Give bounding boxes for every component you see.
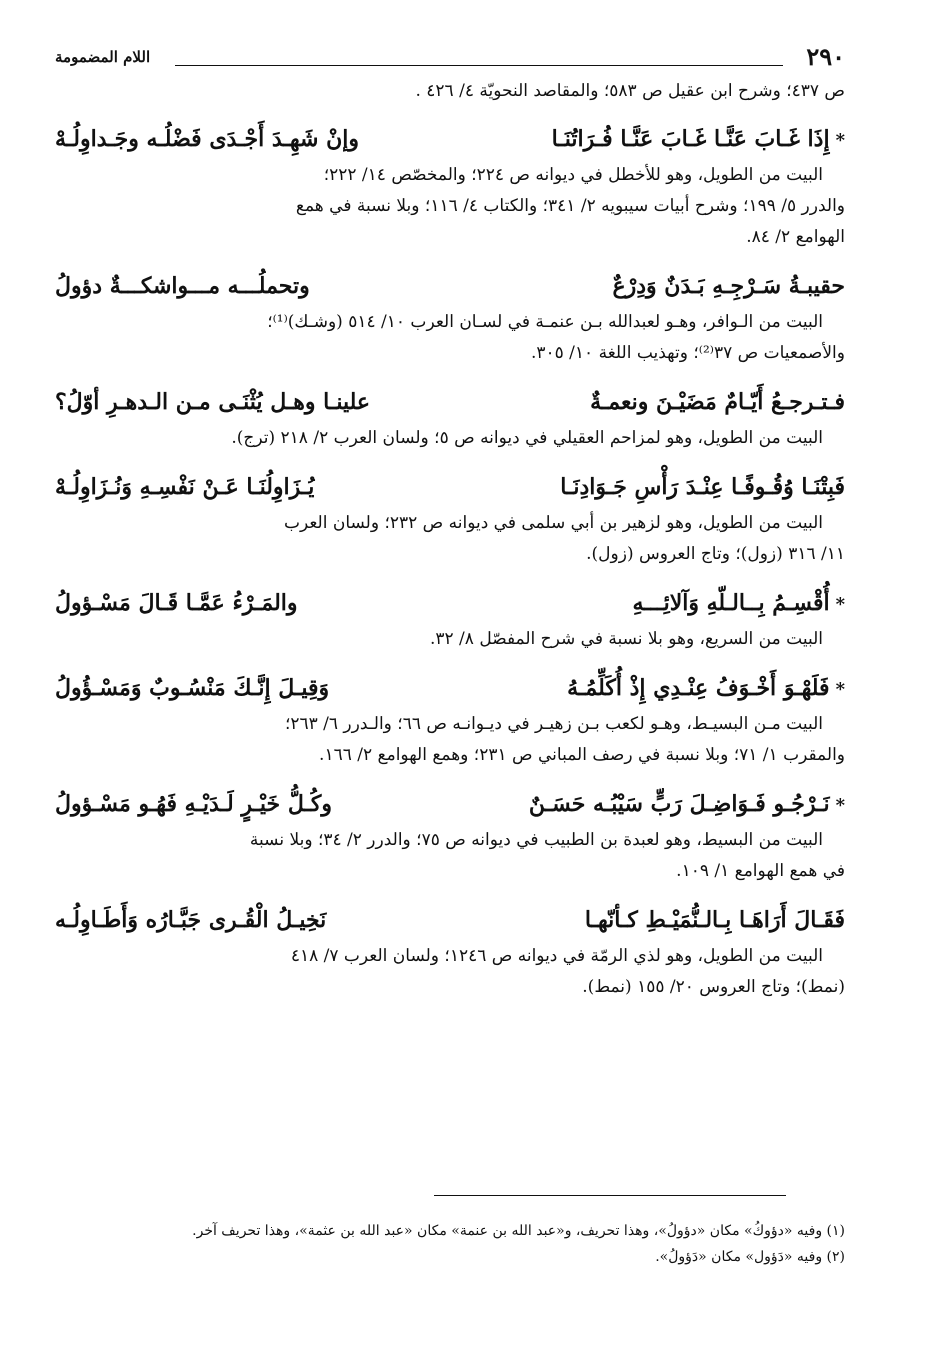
verse-line [55, 785, 845, 823]
verse-first-hemistich [585, 901, 845, 939]
verse-line [55, 901, 845, 939]
verse-first-hemistich [632, 584, 845, 624]
source-line: والأصمعيات ص ٣٧⁽²⁾؛ وتهذيب اللغة ١٠/ ٣٠٥. [530, 343, 845, 363]
hemistich-text: حقيبـةُ سَـرْجِـهِ بَـدَنٌ وَدِرْعٌ [612, 273, 845, 299]
verse-source-note [55, 941, 845, 1003]
hemistich-text: إِذَا غَـابَ عَنَّـا غَـابَ عَنَّـا فُـرَاتُنَـا [551, 126, 830, 152]
source-line: (نمط)؛ وتاج العروس ٢٠/ ١٥٥ (نمط). [582, 977, 845, 997]
source-line: الهوامع ٢/ ٨٤. [746, 227, 845, 247]
header-rule [175, 65, 783, 66]
verse-second-hemistich: وَقِيـلَ إِنَّـكَ مَنْسُـوبٌ وَمَسْـؤُولُ [55, 675, 330, 701]
verse-source-note [55, 423, 845, 454]
page-body [55, 40, 845, 1003]
verse-first-hemistich [529, 785, 845, 825]
source-line: البيت من البسيط، وهو لعبدة بن الطبيب في ديوانه ص ٧٥؛ والدرر ٢/ ٣٤؛ وبلا نسبة [249, 830, 823, 850]
verse-line [55, 383, 845, 421]
source-line: البيت مـن البسيـط، وهـو لكعب بـن زهيـر في ديـوانـه ص ٦٦؛ والـدرر ٦/ ٢٦٣؛ [284, 714, 823, 734]
source-line: البيت من الطويل، وهو لمزاحم العقيلي في ديوانه ص ٥؛ ولسان العرب ٢/ ٢١٨ (ترج). [231, 428, 823, 448]
verse-line [55, 267, 845, 305]
verse-first-hemistich [612, 267, 845, 305]
verse-source-note [55, 825, 845, 887]
chapter-title: اللام المضمومة [55, 48, 151, 66]
hemistich-text: نَـرْجُـو فَـوَاضِـلَ رَبٍّ سَيْبُـه حَسَـنٌ [528, 791, 830, 817]
verse-source-note [55, 307, 845, 369]
source-line: البيت من الـوافر، وهـو لعبدالله بـن عنمـة في لسـان العرب ١٠/ ٥١٤ (وشـك)⁽¹⁾؛ [267, 312, 823, 332]
verse-second-hemistich: وتحملُـــه مـــواشكـــةٌ دؤولُ [55, 273, 310, 299]
footnote-1: (١) وفيه «دؤوكُ» مكان «دؤولُ»، وهذا تحريف، و«عبد الله بن عنمة» مكان «عبد الله بن عثمة»، وهذا تحريف آخر. [192, 1223, 845, 1239]
running-header [55, 40, 845, 74]
star-marker: * [835, 130, 845, 151]
verse-second-hemistich: وإنْ شَهِـدَ أَجْـدَى فَضْلُـه وجَـداوِلُـهْ [55, 126, 360, 152]
verse-entries [55, 120, 845, 1003]
verse-source-note [55, 709, 845, 771]
verse-source-note [55, 508, 845, 570]
footnote-2: (٢) وفيه «دَؤول» مكان «دَؤولُ». [655, 1249, 845, 1265]
verse-line [55, 669, 845, 707]
source-line: في همع الهوامع ١/ ١٠٩. [676, 861, 845, 881]
hemistich-text: فَقَـالَ أَرَاهَـا بِـالـنُّمَيْـطِ كـأنّهـا [584, 907, 845, 933]
star-marker: * [835, 594, 845, 615]
hemistich-text: فـتـرجـعُ أَيّـامٌ مَضَيْـنَ ونعمـةٌ [590, 389, 845, 415]
source-line: البيت من الطويل، وهو لذي الرمّة في ديوانه ص ١٢٤٦؛ ولسان العرب ٧/ ٤١٨ [290, 946, 823, 966]
verse-second-hemistich: نَخِيـلُ الْقُـرى جَبَّـارُه وَأَطَـاوِلُـه [55, 907, 327, 933]
verse-first-hemistich [560, 468, 845, 506]
intro-line: ص ٤٣٧؛ وشرح ابن عقيل ص ٥٨٣؛ والمقاصد النحويّة ٤/ ٤٢٦ . [415, 81, 845, 101]
verse-source-note [55, 160, 845, 253]
verse-first-hemistich [567, 669, 845, 709]
page-number: ٢٩٠ [806, 42, 845, 71]
verse-first-hemistich [590, 383, 845, 421]
source-line: والدرر ٥/ ١٩٩؛ وشرح أبيات سيبويه ٢/ ٣٤١؛ والكتاب ٤/ ١١٦؛ وبلا نسبة في همع [295, 196, 845, 216]
footnotes [125, 1218, 845, 1270]
source-line: ١١/ ٣١٦ (زول)؛ وتاج العروس (زول). [586, 544, 845, 564]
verse-second-hemistich: يُـزَاوِلُنَـا عَـنْ نَفْسِـهِ وَنُـزَاوِلُـهْ [55, 474, 315, 500]
star-marker: * [835, 679, 845, 700]
source-line: البيت من الطويل، وهو لزهير بن أبي سلمى في ديوانه ص ٢٣٢؛ ولسان العرب [283, 513, 823, 533]
verse-second-hemistich: والمَـرْءُ عَمَّـا قَـالَ مَسْـؤولُ [55, 590, 298, 616]
hemistich-text: فَلَهْـوَ أَخْـوَفُ عِنْـدِي إِذْ أُكَلِّمُـهُ [567, 675, 830, 701]
hemistich-text: فَبِتْنَـا وُقُـوفًـا عِنْـدَ رَأْسِ جَـوَادِنَـا [560, 474, 845, 500]
verse-source-note [55, 624, 845, 655]
verse-line [55, 120, 845, 158]
verse-first-hemistich [552, 120, 845, 160]
verse-line [55, 584, 845, 622]
hemistich-text: أُقْسِـمُ بِــالـلّهِ وَآلائِـــهِ [632, 590, 830, 616]
source-line: البيت من السريع، وهو بلا نسبة في شرح المفصّل ٨/ ٣٢. [429, 629, 823, 649]
footnote-rule [434, 1195, 786, 1196]
source-line: والمقرب ١/ ٧١؛ وبلا نسبة في رصف المباني ص ٢٣١؛ وهمع الهوامع ٢/ ١٦٦. [319, 745, 845, 765]
verse-second-hemistich: وكُـلُّ خَيْـرٍ لَـدَيْـهِ فَهُـو مَسْـؤولُ [55, 791, 333, 817]
verse-line [55, 468, 845, 506]
star-marker: * [835, 795, 845, 816]
source-line: البيت من الطويل، وهو للأخطل في ديوانه ص ٢٢٤؛ والمخصّص ١٤/ ٢٢٢؛ [323, 165, 823, 185]
verse-second-hemistich: علينـا وهـل يُثْنَـى مـن الـدهـرِ أوّلُ؟ [55, 389, 371, 415]
